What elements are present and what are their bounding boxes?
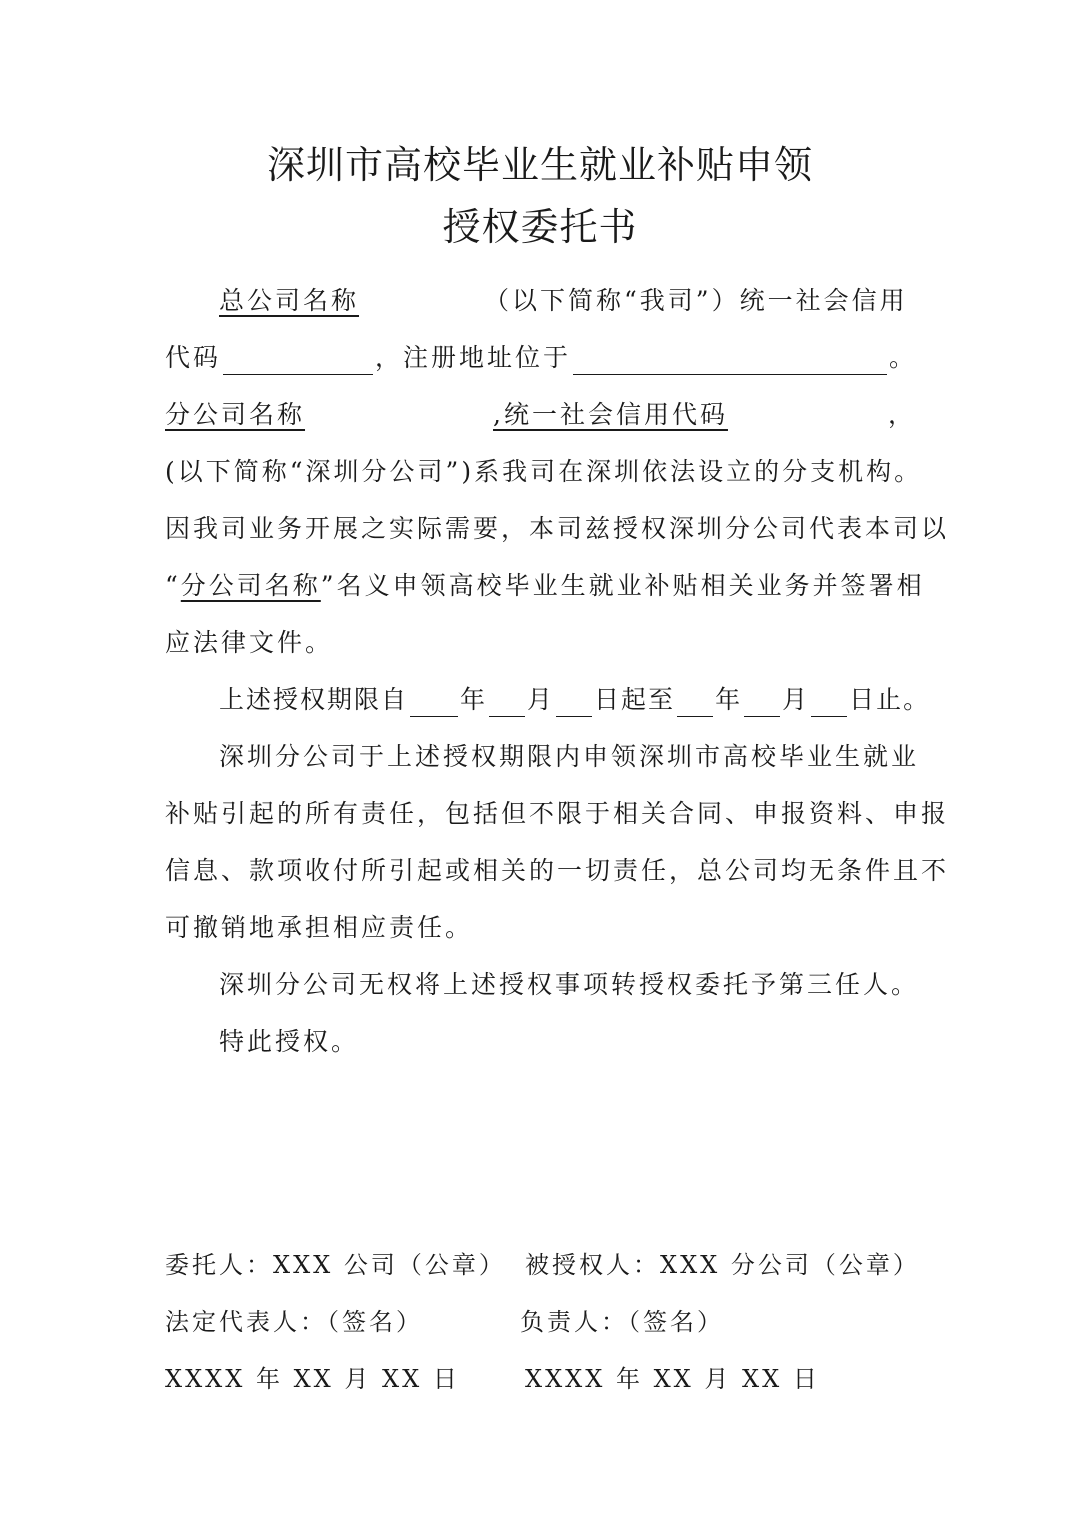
paragraph-1-line-3 — [165, 398, 925, 432]
label-address: ，注册地址位于 — [375, 343, 572, 372]
responsible-person-signature: 负责人：（签名） — [520, 1308, 724, 1336]
label-code: 代码 — [165, 343, 222, 372]
paragraph-1-line-7: 应法律文件。 — [165, 628, 334, 657]
principal-date: XXXX 年 XX 月 XX 日 — [165, 1365, 460, 1393]
year-label-2: 年 — [715, 685, 743, 714]
paragraph-1-line-4: (以下简称“深圳分公司”)系我司在深圳依法设立的分支机构。 — [165, 457, 923, 486]
agent-signature: 被授权人：XXX 分公司（公章） — [525, 1251, 920, 1279]
period-label: 上述授权期限自 — [219, 685, 409, 714]
end-day-blank[interactable] — [811, 689, 847, 717]
document-title-line-1: 深圳市高校毕业生就业补贴申领 — [266, 143, 813, 187]
branch-name-field[interactable]: 分公司名称 — [180, 571, 321, 600]
paragraph-1-line-5: 因我司业务开展之实际需要，本司兹授权深圳分公司代表本司以 — [165, 514, 950, 543]
paragraph-3-line-4: 可撤销地承担相应责任。 — [165, 913, 474, 942]
paragraph-4: 深圳分公司无权将上述授权事项转授权委托予第三任人。 — [219, 970, 920, 999]
authorization-period-line — [219, 683, 979, 717]
p1-l6-text: ”名义申领高校毕业生就业补贴相关业务并签署相 — [320, 571, 925, 600]
day-label: 日起至 — [594, 685, 676, 714]
paragraph-1-line-1 — [219, 284, 979, 318]
paragraph-5: 特此授权。 — [219, 1027, 360, 1056]
end-year-blank[interactable] — [677, 689, 713, 717]
document-title-line-2: 授权委托书 — [442, 205, 638, 249]
start-month-blank[interactable] — [489, 689, 525, 717]
period: 。 — [889, 343, 918, 372]
month-label: 月 — [527, 685, 555, 714]
address-blank[interactable] — [573, 347, 887, 375]
paragraph-3-line-1: 深圳分公司于上述授权期限内申领深圳市高校毕业生就业 — [219, 742, 920, 771]
paragraph-1-line-6 — [165, 569, 925, 603]
year-label: 年 — [460, 685, 488, 714]
legal-representative-signature: 法定代表人：（签名） — [165, 1308, 423, 1336]
start-year-blank[interactable] — [410, 689, 458, 717]
branch-info-field[interactable]: 分公司名称 ,统一社会信用代码 — [165, 400, 728, 429]
p1-text: （以下简称“我司”）统一社会信用 — [484, 286, 908, 315]
head-company-name-field[interactable]: 总公司名称 — [219, 286, 360, 315]
open-quote: “ — [165, 571, 181, 600]
month-label-2: 月 — [782, 685, 810, 714]
principal-signature: 委托人：XXX 公司（公章） — [165, 1251, 506, 1279]
paragraph-1-line-2 — [165, 341, 925, 375]
agent-date: XXXX 年 XX 月 XX 日 — [525, 1365, 820, 1393]
credit-code-blank[interactable] — [223, 347, 373, 375]
end-month-blank[interactable] — [744, 689, 780, 717]
paragraph-3-line-3: 信息、款项收付所引起或相关的一切责任，总公司均无条件且不 — [165, 856, 950, 885]
day-label-2: 日止。 — [849, 685, 931, 714]
start-day-blank[interactable] — [556, 689, 592, 717]
comma: ， — [887, 400, 916, 429]
paragraph-3-line-2: 补贴引起的所有责任，包括但不限于相关合同、申报资料、申报 — [165, 799, 950, 828]
